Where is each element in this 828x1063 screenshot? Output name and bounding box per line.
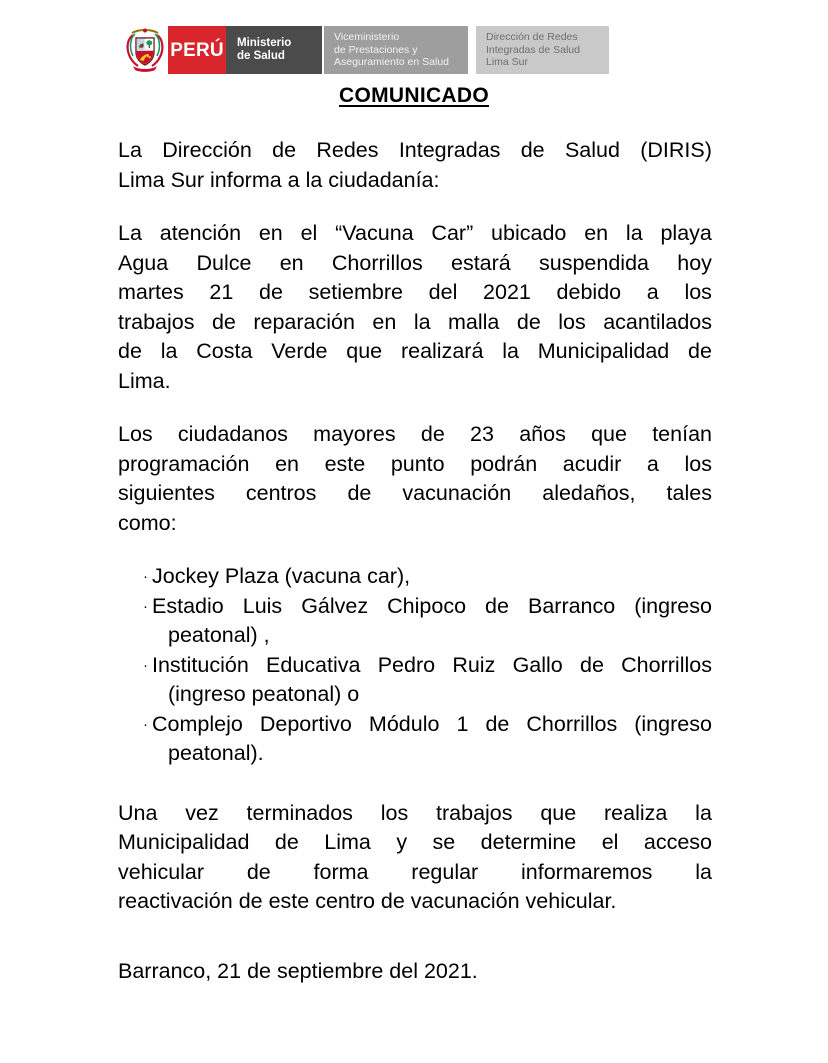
list-item [118, 651, 712, 710]
diris-line-1: Dirección de Redes [486, 31, 578, 44]
header-segment-ministerio-de-salud [226, 26, 322, 74]
word: de [246, 859, 271, 884]
word: (DIRIS) [640, 138, 712, 162]
word: Lima [324, 830, 371, 854]
word: Municipalidad [537, 339, 670, 363]
word: los [558, 309, 586, 334]
word: en [258, 221, 283, 245]
paragraph-suspension-notice [118, 219, 712, 396]
word: de [580, 652, 604, 677]
page-title-text: COMUNICADO [339, 84, 489, 107]
word: Estadio [152, 593, 224, 618]
word: Una [118, 800, 158, 825]
word: (ingreso [634, 711, 712, 736]
word: los [684, 451, 712, 476]
paragraph-line [118, 249, 712, 279]
word: Municipalidad [118, 830, 250, 854]
word: siguientes [118, 481, 215, 505]
word: reparación [253, 309, 355, 334]
word: realizará [400, 339, 484, 363]
word: atención [159, 221, 242, 245]
word: setiembre [308, 280, 403, 304]
paragraph-reactivation-notice [118, 799, 712, 917]
word: la [625, 221, 643, 245]
word: mayores [313, 422, 396, 446]
institutional-header-banner [122, 26, 609, 74]
word: Dirección [162, 138, 252, 162]
paragraph-line [118, 136, 712, 166]
word: martes [118, 280, 184, 304]
word: de [520, 138, 545, 162]
word: Módulo [368, 711, 440, 736]
word: regular [411, 859, 479, 884]
word: centros [245, 481, 317, 505]
word: 1 [456, 711, 469, 736]
word: trabajos [118, 309, 195, 334]
word: la [695, 859, 712, 884]
word: Chorrillos [526, 711, 618, 736]
paragraph-introduction [118, 136, 712, 195]
word: aledaños, [542, 481, 636, 505]
word: del [428, 280, 458, 304]
word: Dulce [196, 250, 252, 275]
word: informaremos [521, 859, 653, 884]
paragraph-line [118, 799, 712, 829]
paragraph-line: reactivación de este centro de vacunación vehicular. [118, 889, 617, 913]
word: Deportivo [259, 711, 352, 736]
word: el [300, 221, 318, 245]
word: tenían [652, 422, 712, 446]
word: forma [313, 859, 369, 884]
word: vacunación [402, 481, 512, 505]
word: ciudadanos [177, 422, 288, 446]
word: Institución [152, 652, 249, 677]
word: debido [556, 280, 622, 304]
paragraph-line [118, 858, 712, 888]
word: de [516, 309, 541, 334]
list-item-line: Jockey Plaza (vacuna car), [152, 564, 411, 588]
paragraph-line: Lima Sur informa a la ciudadanía: [118, 167, 440, 192]
ministerio-line-1: Ministerio [237, 36, 292, 49]
word: Agua [118, 250, 169, 275]
header-segment-diris-lima-sur [468, 26, 609, 74]
word: (ingreso [634, 593, 712, 618]
word: Verde [271, 339, 328, 363]
word: en [275, 451, 299, 476]
word: en [372, 309, 397, 334]
word: que [591, 422, 627, 446]
paragraph-line [118, 337, 712, 367]
word: de [118, 339, 142, 363]
word: ubicado [491, 221, 567, 245]
word: Luis [242, 593, 283, 618]
list-item [118, 562, 712, 592]
word: en [584, 221, 609, 245]
word: que [540, 800, 577, 825]
word: 23 [470, 422, 494, 446]
word: Costa [196, 339, 253, 363]
diris-line-2: Integradas de Salud [486, 43, 580, 56]
word: Educativa [266, 652, 361, 677]
header-segment-viceministerio [322, 26, 468, 74]
word: acceso [643, 830, 712, 854]
word: estará [450, 250, 511, 275]
word: Chorrillos [331, 250, 423, 275]
list-item-line: (ingreso peatonal) o [168, 682, 360, 706]
viceministerio-line-2: de Prestaciones y [334, 43, 418, 56]
ministerio-line-2: de Salud [237, 50, 285, 62]
word: de [688, 339, 712, 363]
paragraph-line [118, 450, 712, 480]
word: y [396, 830, 408, 854]
word: tales [666, 481, 712, 505]
list-item-line [152, 710, 712, 740]
list-item [118, 710, 712, 769]
word: Chipoco [387, 593, 467, 618]
viceministerio-line-3: Aseguramiento en Salud [334, 56, 449, 69]
list-item-line: peatonal) , [168, 623, 270, 647]
word: la [502, 339, 519, 363]
header-segment-peru [168, 26, 226, 74]
paragraph-line: Lima. [118, 368, 171, 393]
word: suspendida [539, 250, 649, 275]
word: Car” [431, 221, 474, 245]
bullet-dot-icon: · [143, 656, 148, 674]
peru-coat-of-arms-icon [122, 26, 168, 74]
word: años [519, 422, 566, 446]
list-item [118, 592, 712, 651]
word: que [346, 339, 383, 363]
paragraph-line: como: [118, 510, 177, 535]
word: a [646, 280, 659, 304]
word: “Vacuna [335, 221, 414, 245]
paragraph-line [118, 219, 712, 249]
word: de [272, 138, 297, 162]
layout-spacer [118, 769, 712, 799]
word: vehicular [118, 859, 205, 884]
word: Pedro [377, 652, 436, 677]
word: 2021 [483, 280, 531, 304]
peru-label: PERÚ [170, 39, 224, 61]
word: programación [118, 451, 250, 476]
word: los [380, 800, 409, 825]
vaccination-centers-list [118, 562, 712, 769]
word: Integradas [398, 138, 501, 162]
paragraph-line [118, 828, 712, 858]
word: determine [480, 830, 577, 854]
word: malla [448, 309, 500, 334]
word: Gálvez [301, 593, 369, 618]
word: realiza [604, 800, 668, 825]
word: Salud [564, 138, 620, 162]
list-item-line: peatonal). [168, 741, 264, 765]
word: de [258, 280, 283, 304]
word: playa [660, 221, 712, 245]
word: de [347, 481, 372, 505]
word: 21 [209, 280, 234, 304]
paragraph-line [118, 420, 712, 450]
paragraph-line [118, 479, 712, 509]
word: terminados [246, 800, 353, 825]
word: La [118, 138, 142, 162]
word: Redes [316, 138, 379, 162]
bullet-dot-icon: · [143, 597, 148, 615]
word: de [485, 711, 510, 736]
word: Barranco [527, 593, 616, 618]
word: Gallo [512, 652, 563, 677]
paragraph-line [118, 278, 712, 308]
word: Chorrillos [621, 652, 712, 677]
paragraph-alternative-centers-intro [118, 420, 712, 538]
list-item-line [152, 651, 712, 681]
word: la [695, 800, 712, 825]
word: la [413, 309, 431, 334]
viceministerio-line-1: Viceministerio [334, 31, 400, 44]
list-item-line [152, 592, 712, 622]
word: vez [185, 800, 219, 825]
closing-date-line: Barranco, 21 de septiembre del 2021. [118, 958, 478, 983]
word: el [601, 830, 619, 854]
word: la [160, 339, 178, 363]
word: de [211, 309, 236, 334]
word: trabajos [436, 800, 513, 825]
word: punto [390, 451, 445, 476]
bullet-dot-icon: · [143, 568, 148, 585]
word: podrán [470, 451, 538, 476]
word: La [118, 221, 142, 245]
word: a [646, 451, 659, 476]
bullet-dot-icon: · [143, 715, 148, 733]
word: Ruiz [452, 652, 496, 677]
document-body [118, 136, 712, 986]
word: este [324, 451, 366, 476]
word: en [279, 250, 304, 275]
word: Complejo [152, 711, 243, 736]
word: acantilados [603, 309, 712, 334]
word: de [274, 830, 299, 854]
paragraph-line [118, 308, 712, 338]
word: los [684, 280, 712, 304]
word: hoy [677, 250, 712, 275]
word: de [485, 593, 509, 618]
word: acudir [562, 451, 622, 476]
word: de [420, 422, 445, 446]
word: se [432, 830, 456, 854]
word: Los [118, 422, 153, 446]
diris-line-3: Lima Sur [486, 56, 529, 69]
page-title [0, 84, 828, 108]
